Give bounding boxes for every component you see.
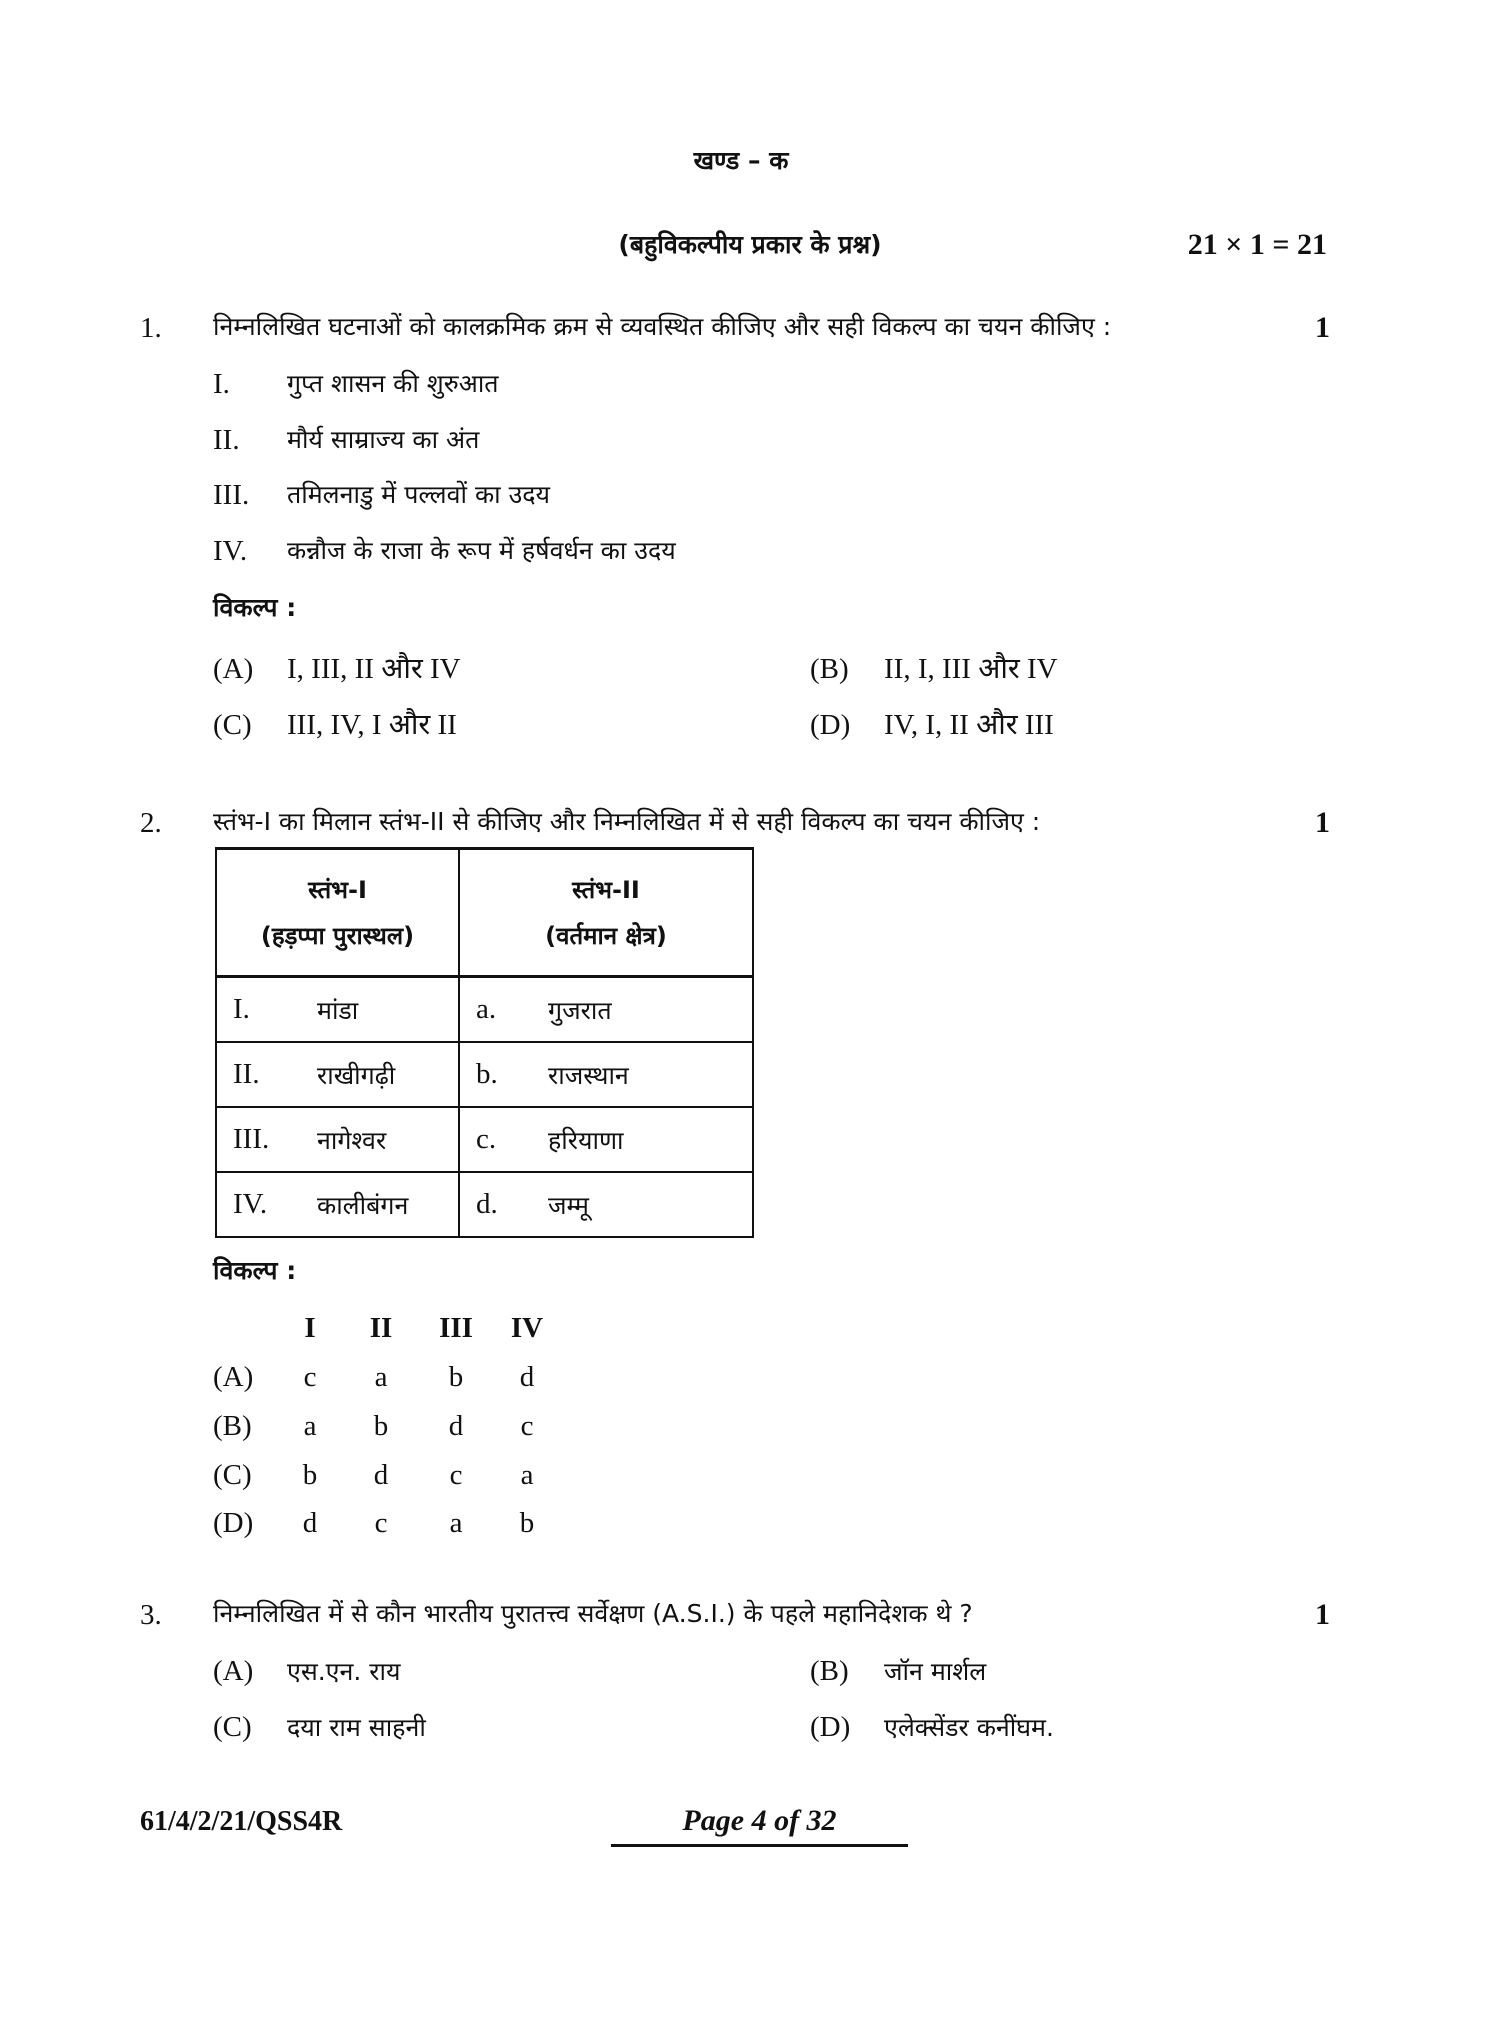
grid-value: b <box>519 1507 535 1539</box>
question-number: 1. <box>140 312 162 344</box>
event-text: गुप्त शासन की शुरुआत <box>287 369 499 398</box>
region-name: हरियाणा <box>548 1125 624 1155</box>
grid-value: a <box>449 1507 463 1539</box>
option-label: (A) <box>213 1361 254 1393</box>
page-number: Page 4 of 32 <box>682 1804 837 1837</box>
column-title: स्तंभ-I <box>308 875 367 904</box>
column-header-1 <box>216 849 459 977</box>
option-label: (D) <box>213 1507 254 1539</box>
table-row <box>216 1042 753 1107</box>
option-label: (C) <box>213 1459 252 1491</box>
grid-value: c <box>374 1507 388 1539</box>
grid-value: c <box>303 1361 317 1393</box>
table-row <box>216 1107 753 1172</box>
table-row <box>216 977 753 1043</box>
question-text: स्तंभ-I का मिलान स्तंभ-II से कीजिए और निम्नलिखित में से सही विकल्प का चयन कीजिए : <box>213 807 1041 836</box>
grid-value: c <box>520 1410 534 1442</box>
column-subtitle: (वर्तमान क्षेत्र) <box>545 921 667 950</box>
grid-value: a <box>374 1361 388 1393</box>
question-marks: 1 <box>1315 1598 1330 1631</box>
section-subtitle: (बहुविकल्पीय प्रकार के प्रश्न) <box>618 230 882 259</box>
options-label: विकल्प : <box>213 1256 297 1285</box>
grid-header: I <box>304 1312 316 1344</box>
option-text: जॉन मार्शल <box>884 1657 987 1686</box>
event-text: तमिलनाडु में पल्लवों का उदय <box>287 480 551 509</box>
site-name: कालीबंगन <box>317 1190 409 1220</box>
event-number: III. <box>213 479 250 511</box>
event-text: मौर्य साम्राज्य का अंत <box>287 425 480 454</box>
option-text: II, I, III और IV <box>884 653 1058 685</box>
question-text: निम्नलिखित घटनाओं को कालक्रमिक क्रम से व्यवस्थित कीजिए और सही विकल्प का चयन कीजिए : <box>213 312 1112 341</box>
region-name: जम्मू <box>548 1190 589 1220</box>
row-number: IV. <box>233 1188 268 1220</box>
question-number: 3. <box>140 1599 162 1631</box>
question-marks: 1 <box>1315 806 1330 839</box>
grid-value: d <box>519 1361 535 1393</box>
option-label: (C) <box>213 709 252 741</box>
table-row <box>216 1172 753 1237</box>
grid-header: II <box>369 1312 393 1344</box>
option-label: (B) <box>213 1410 252 1442</box>
section-title: खण्ड – क <box>693 146 789 175</box>
match-table <box>215 847 754 1238</box>
option-text: एस.एन. राय <box>287 1657 401 1686</box>
option-text: दया राम साहनी <box>287 1713 426 1742</box>
grid-value: d <box>302 1507 318 1539</box>
options-label: विकल्प : <box>213 593 297 622</box>
grid-value: b <box>302 1459 318 1491</box>
paper-code: 61/4/2/21/QSS4R <box>140 1806 343 1837</box>
page-number-underline <box>611 1844 908 1847</box>
event-number: I. <box>213 368 230 400</box>
row-letter: d. <box>476 1188 498 1220</box>
row-letter: c. <box>476 1123 497 1155</box>
site-name: नागेश्वर <box>317 1125 387 1155</box>
option-label: (C) <box>213 1711 252 1743</box>
option-label: (B) <box>810 1655 849 1687</box>
question-text: निम्नलिखित में से कौन भारतीय पुरातत्त्व सर्वेक्षण (A.S.I.) के पहले महानिदेशक थे ? <box>213 1599 973 1628</box>
option-text: एलेक्सेंडर कनींघम. <box>884 1713 1054 1742</box>
row-number: II. <box>233 1058 260 1090</box>
option-label: (A) <box>213 1655 254 1687</box>
grid-value: c <box>449 1459 463 1491</box>
region-name: गुजरात <box>548 995 612 1025</box>
option-text: I, III, II और IV <box>287 653 461 685</box>
grid-value: a <box>303 1410 317 1442</box>
grid-value: d <box>373 1459 389 1491</box>
row-letter: b. <box>476 1058 498 1090</box>
option-label: (D) <box>810 709 851 741</box>
table-header-row <box>216 849 753 977</box>
site-name: राखीगढ़ी <box>317 1060 396 1090</box>
option-text: IV, I, II और III <box>884 709 1054 741</box>
row-number: III. <box>233 1123 270 1155</box>
grid-header: IV <box>510 1312 544 1344</box>
site-name: मांडा <box>317 995 359 1025</box>
column-header-2 <box>459 849 753 977</box>
column-title: स्तंभ-II <box>572 875 640 904</box>
grid-value: b <box>373 1410 389 1442</box>
event-text: कन्नौज के राजा के रूप में हर्षवर्धन का उदय <box>287 536 676 565</box>
event-number: IV. <box>213 535 248 567</box>
grid-value: d <box>448 1410 464 1442</box>
question-number: 2. <box>140 807 162 839</box>
option-label: (D) <box>810 1711 851 1743</box>
grid-value: b <box>448 1361 464 1393</box>
question-marks: 1 <box>1315 311 1330 344</box>
grid-value: a <box>520 1459 534 1491</box>
region-name: राजस्थान <box>548 1060 629 1090</box>
option-text: III, IV, I और II <box>287 709 457 741</box>
option-label: (A) <box>213 653 254 685</box>
row-letter: a. <box>476 993 497 1025</box>
column-subtitle: (हड़प्पा पुरास्थल) <box>260 921 415 950</box>
option-label: (B) <box>810 653 849 685</box>
event-number: II. <box>213 424 240 456</box>
grid-header: III <box>439 1312 473 1344</box>
section-marks-total: 21 × 1 = 21 <box>1187 228 1327 261</box>
row-number: I. <box>233 993 250 1025</box>
